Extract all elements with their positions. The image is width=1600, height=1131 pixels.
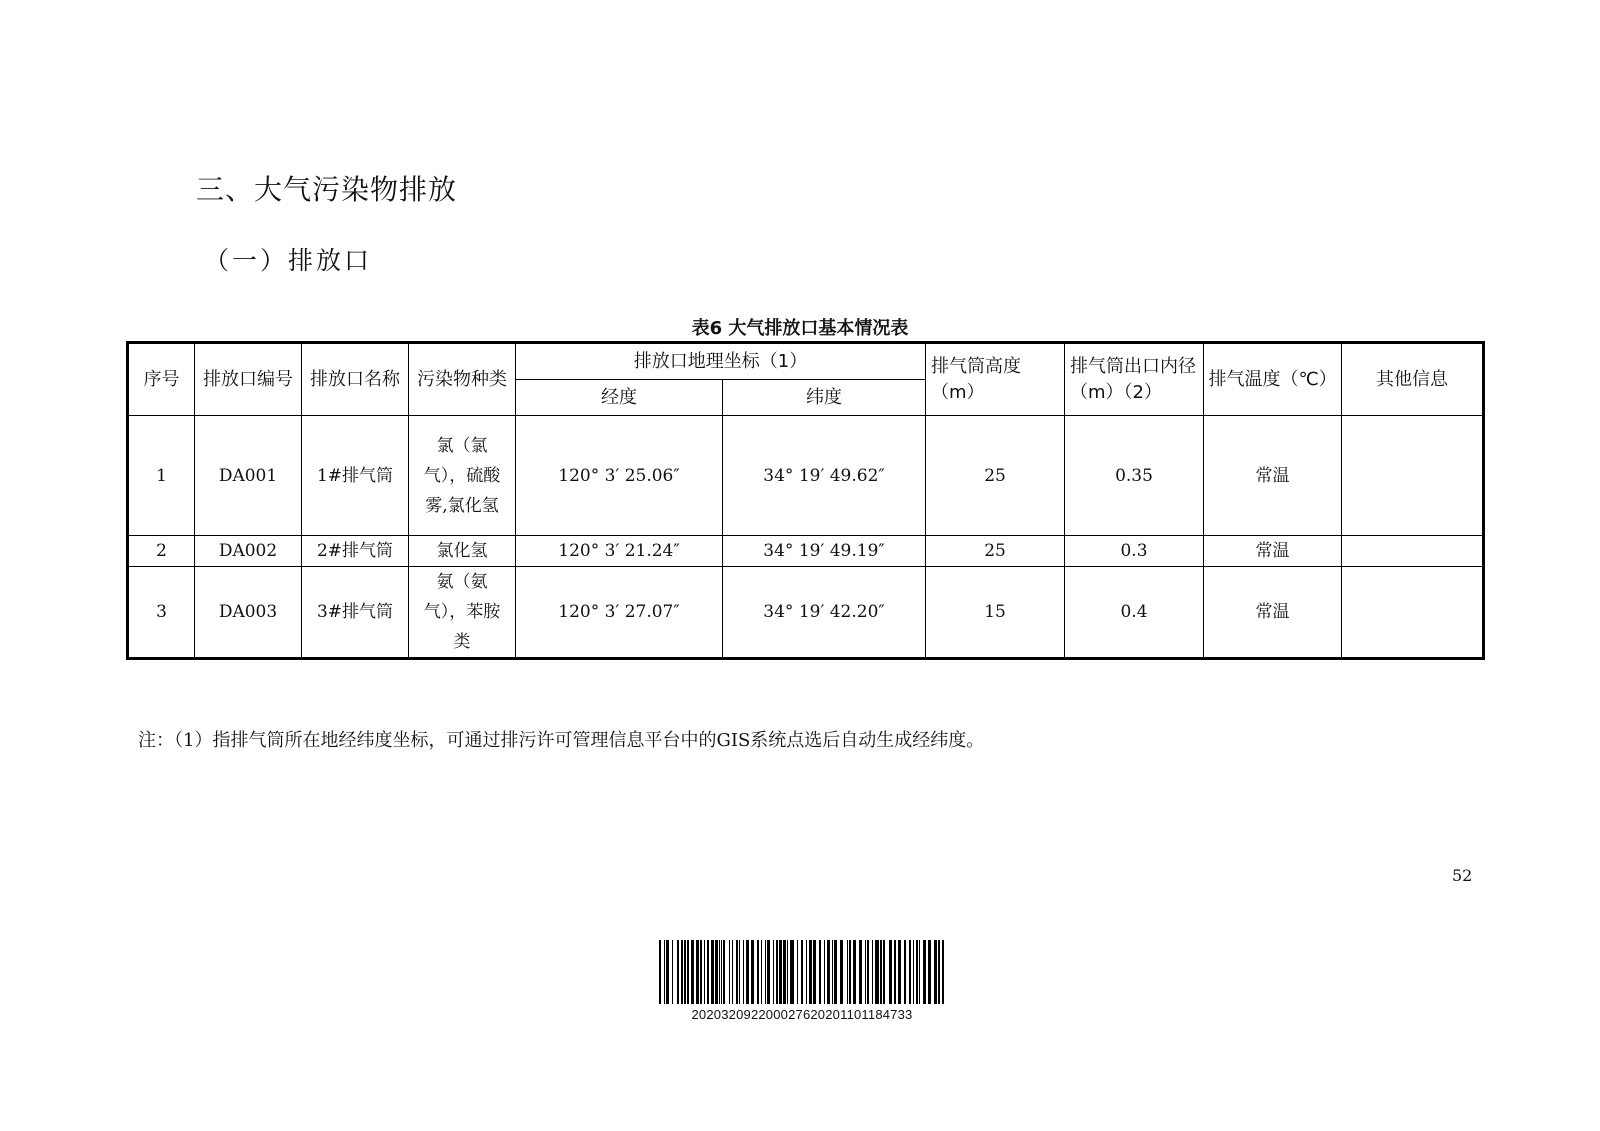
outlet-table <box>126 341 1485 660</box>
cell-temp: 常温 <box>1204 536 1342 567</box>
header-stack-height <box>926 343 1065 416</box>
cell-pollutants-text: 氯（氯气），硫酸雾,氯化氢 <box>423 435 501 516</box>
table-row <box>128 567 1484 659</box>
cell-pollutants-text: 氨（氨气），苯胺类 <box>423 572 501 652</box>
cell-code: DA003 <box>195 567 302 659</box>
cell-latitude: 34° 19′ 42.20″ <box>723 567 926 659</box>
header-outlet-diameter <box>1065 343 1204 416</box>
table-caption: 表6 大气排放口基本情况表 <box>691 318 909 339</box>
cell-code: DA001 <box>195 416 302 536</box>
cell-temp: 常温 <box>1204 416 1342 536</box>
cell-height: 25 <box>926 536 1065 567</box>
header-stack-height-text: 排气筒高度（m） <box>931 355 1022 403</box>
cell-longitude: 120° 3′ 25.06″ <box>516 416 723 536</box>
section-title: 三、大气污染物排放 <box>196 173 458 206</box>
header-outlet-name: 排放口名称 <box>302 343 409 416</box>
header-exhaust-temp <box>1204 343 1342 416</box>
cell-temp: 常温 <box>1204 567 1342 659</box>
cell-seq: 3 <box>128 567 195 659</box>
cell-other <box>1342 536 1484 567</box>
cell-diameter: 0.35 <box>1065 416 1204 536</box>
cell-pollutants <box>409 536 516 567</box>
page-number: 52 <box>1452 866 1473 885</box>
header-exhaust-temp-text: 排气温度（℃） <box>1208 368 1337 390</box>
header-seq: 序号 <box>128 343 195 416</box>
header-latitude: 纬度 <box>723 380 926 416</box>
cell-seq: 1 <box>128 416 195 536</box>
barcode-icon <box>659 940 945 1004</box>
cell-latitude: 34° 19′ 49.19″ <box>723 536 926 567</box>
table-footnote: 注：（1）指排气筒所在地经纬度坐标，可通过排污许可管理信息平台中的GIS系统点选后自动生成经纬度。 <box>138 730 985 751</box>
cell-longitude: 120° 3′ 21.24″ <box>516 536 723 567</box>
cell-other <box>1342 567 1484 659</box>
cell-longitude: 120° 3′ 27.07″ <box>516 567 723 659</box>
header-coords: 排放口地理坐标（1） <box>516 343 926 380</box>
cell-latitude: 34° 19′ 49.62″ <box>723 416 926 536</box>
header-longitude: 经度 <box>516 380 723 416</box>
cell-height: 25 <box>926 416 1065 536</box>
cell-name: 1#排气筒 <box>302 416 409 536</box>
cell-other <box>1342 416 1484 536</box>
cell-pollutants <box>409 567 516 659</box>
cell-code: DA002 <box>195 536 302 567</box>
cell-seq: 2 <box>128 536 195 567</box>
cell-name: 2#排气筒 <box>302 536 409 567</box>
barcode-number: 20203209220002762020110118473​3 <box>691 1007 913 1022</box>
cell-pollutants <box>409 416 516 536</box>
cell-name: 3#排气筒 <box>302 567 409 659</box>
header-other-info: 其他信息 <box>1342 343 1484 416</box>
header-outlet-diameter-text: 排气筒出口内径（m）（2） <box>1070 355 1197 403</box>
table-header-row <box>128 343 1484 380</box>
header-pollutant-type: 污染物种类 <box>409 343 516 416</box>
header-outlet-code: 排放口编号 <box>195 343 302 416</box>
cell-diameter: 0.3 <box>1065 536 1204 567</box>
subsection-title: （一）排放口 <box>204 246 373 275</box>
cell-height: 15 <box>926 567 1065 659</box>
cell-pollutants-text: 氯化氢 <box>436 541 488 561</box>
cell-diameter: 0.4 <box>1065 567 1204 659</box>
table-row <box>128 416 1484 536</box>
table-row <box>128 536 1484 567</box>
